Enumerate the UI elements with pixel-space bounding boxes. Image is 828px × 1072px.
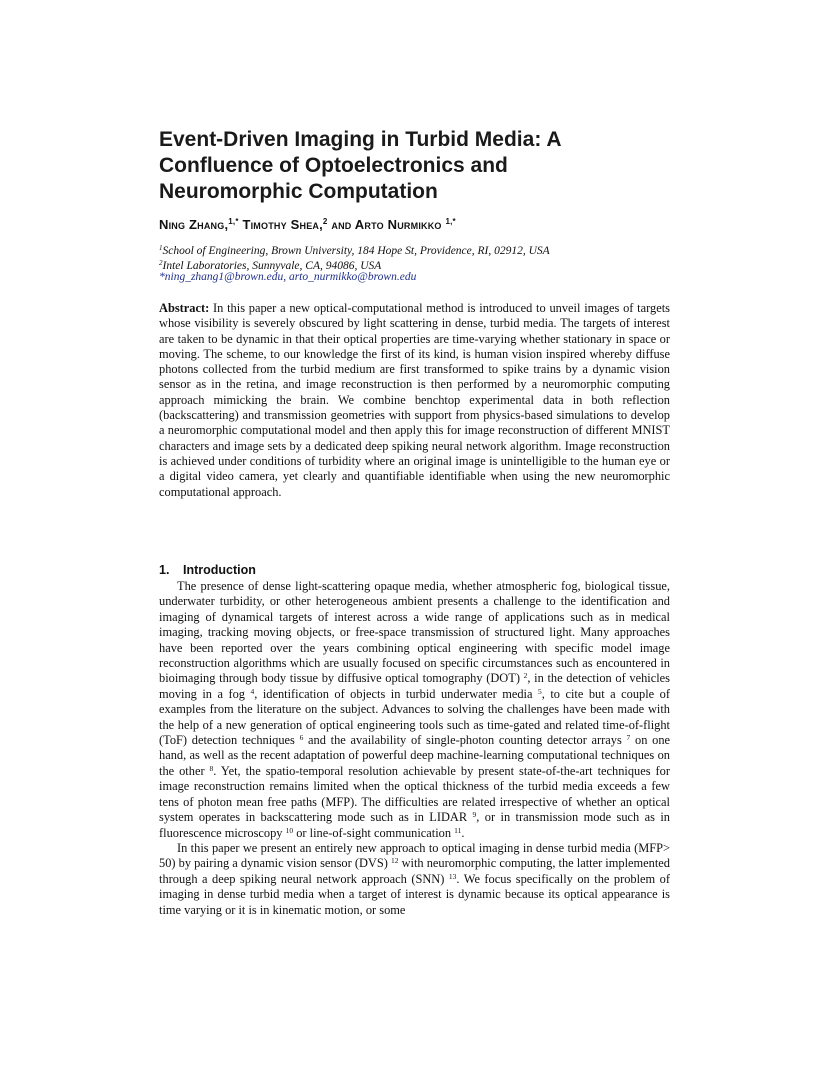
intro-paragraph-2 — [159, 841, 670, 918]
text-run: . We focus specifically on the problem of imaging in dense turbid media when a target of interest is dynamic because its optical appearance is time varying or it is in kinematic motion, or some — [159, 871, 670, 917]
author-emails[interactable]: *ning_zhang1@brown.edu, arto_nurmikko@brown.edu — [159, 271, 417, 283]
affiliation-text: School of Engineering, Brown University, 184 Hope St, Providence, RI, 02912, USA — [162, 245, 550, 257]
introduction-body — [159, 579, 670, 918]
title-line: Confluence of Optoelectronics and — [159, 154, 508, 177]
abstract-text: In this paper a new optical-computational method is introduced to unveil images of targets whose visibility is severely obscured by light scattering in dense, turbid media. The targets of interest are taken to be dynamic in that their optical properties are time-varying whether stationary in space or moving. The scheme, to our knowledge the first of its kind, is human vision inspired whereby diffuse photons collected from the turbid medium are first transformed to spike trains by a dynamic vision sensor as in the retina, and image reconstruction is then performed by a neuromorphic computing approach mimicking the brain. We combine benchtop experimental data in both reflection (backscattering) and transmission geometries with support from physics-based simulations to develop a neuromorphic computational model and then apply this for image reconstruction of different MNIST characters and image sets by a dedicated deep spiking neural network algorithm. Image reconstruction is achieved under conditions of turbidity where an original image is unintelligible to the human eye or a digital video camera, yet clearly and quantifiable identifiable when using the new neuromorphic computational approach. — [159, 301, 670, 499]
citation-ref[interactable]: 2 — [523, 671, 528, 681]
section-heading-introduction — [159, 563, 256, 577]
text-run: , in the detection of vehicles moving in a fog — [159, 671, 670, 701]
author-affiliation-mark: 1,* — [228, 217, 239, 226]
affiliation-mark: 1 — [159, 244, 163, 252]
section-title: Introduction — [183, 563, 256, 577]
text-run: . — [461, 825, 465, 840]
title-line: Event-Driven Imaging in Turbid Media: A — [159, 128, 562, 151]
text-run: and the availability of single-photon counting detector arrays — [303, 733, 627, 748]
author-list — [159, 217, 456, 232]
text-run: with neuromorphic computing, the latter implemented through a deep spiking neural network approach (SNN) — [159, 856, 670, 886]
section-number: 1. — [159, 563, 170, 577]
affiliation-mark: 2 — [159, 259, 163, 267]
author-name: and Arto Nurmikko — [331, 217, 442, 232]
text-run: In this paper we present an entirely new approach to optical imaging in dense turbid media (MFP> 50) by pairing a dynamic vision sensor (DVS) — [159, 840, 670, 871]
citation-ref[interactable]: 13 — [448, 871, 457, 881]
intro-paragraph-1 — [159, 579, 670, 841]
text-run: or line-of-sight communication — [293, 825, 455, 840]
citation-ref[interactable]: 6 — [299, 733, 304, 743]
text-run: on one hand, as well as the recent adaptation of powerful deep machine-learning computational techniques on the other — [159, 733, 671, 778]
citation-ref[interactable]: 4 — [250, 686, 255, 696]
text-run: The presence of dense light-scattering opaque media, whether atmospheric fog, biological tissue, underwater turbidity, or other heterogeneous ambient presents a challenge to the identification and imaging of dynamical targets of interest across a wide range of applications such as in medical imaging, tracking moving objects, or free-space transmission of structured light. Many approaches have been reported over the years combining optical engineering with specific model image reconstruction algorithms which are usually focused on specific circumstances such as encountered in bioimaging through body tissue by diffusive optical tomography (DOT) — [159, 579, 670, 686]
author-name: Ning Zhang, — [159, 217, 229, 232]
citation-ref[interactable]: 9 — [472, 810, 477, 820]
citation-ref[interactable]: 8 — [209, 763, 214, 773]
text-run: , to cite but a couple of examples from the literature on the subject. Advances to solving the challenges have been made with the help of a new generation of optical engineering tools such as time-gated and related time-of-flight (ToF) detection techniques — [159, 686, 670, 748]
author-name: Timothy Shea, — [242, 217, 323, 232]
title-line: Neuromorphic Computation — [159, 180, 438, 203]
citation-ref[interactable]: 11 — [454, 825, 462, 835]
paper-title — [159, 127, 679, 205]
author-affiliation-mark: 1,* — [445, 217, 456, 226]
text-run: . Yet, the spatio-temporal resolution achievable by present state-of-the-art techniques for image reconstruction remains limited when the optical thickness of the turbid media exceeds a few tens of photon mean free paths (MFP). The difficulties are related irrespective of whether an optical system operates in backscattering mode such as in LIDAR — [159, 763, 670, 825]
text-run: , or in transmission mode such as in fluorescence microscopy — [159, 810, 670, 840]
citation-ref[interactable]: 7 — [626, 733, 631, 743]
citation-ref[interactable]: 12 — [390, 856, 399, 866]
text-run: , identification of objects in turbid underwater media — [254, 686, 538, 701]
citation-ref[interactable]: 5 — [537, 686, 542, 696]
abstract-label: Abstract: — [159, 301, 210, 315]
author-affiliation-mark: 2 — [322, 217, 328, 226]
citation-ref[interactable]: 10 — [285, 825, 294, 835]
affiliation-text: Intel Laboratories, Sunnyvale, CA, 94086, USA — [162, 260, 382, 272]
abstract — [159, 301, 670, 500]
